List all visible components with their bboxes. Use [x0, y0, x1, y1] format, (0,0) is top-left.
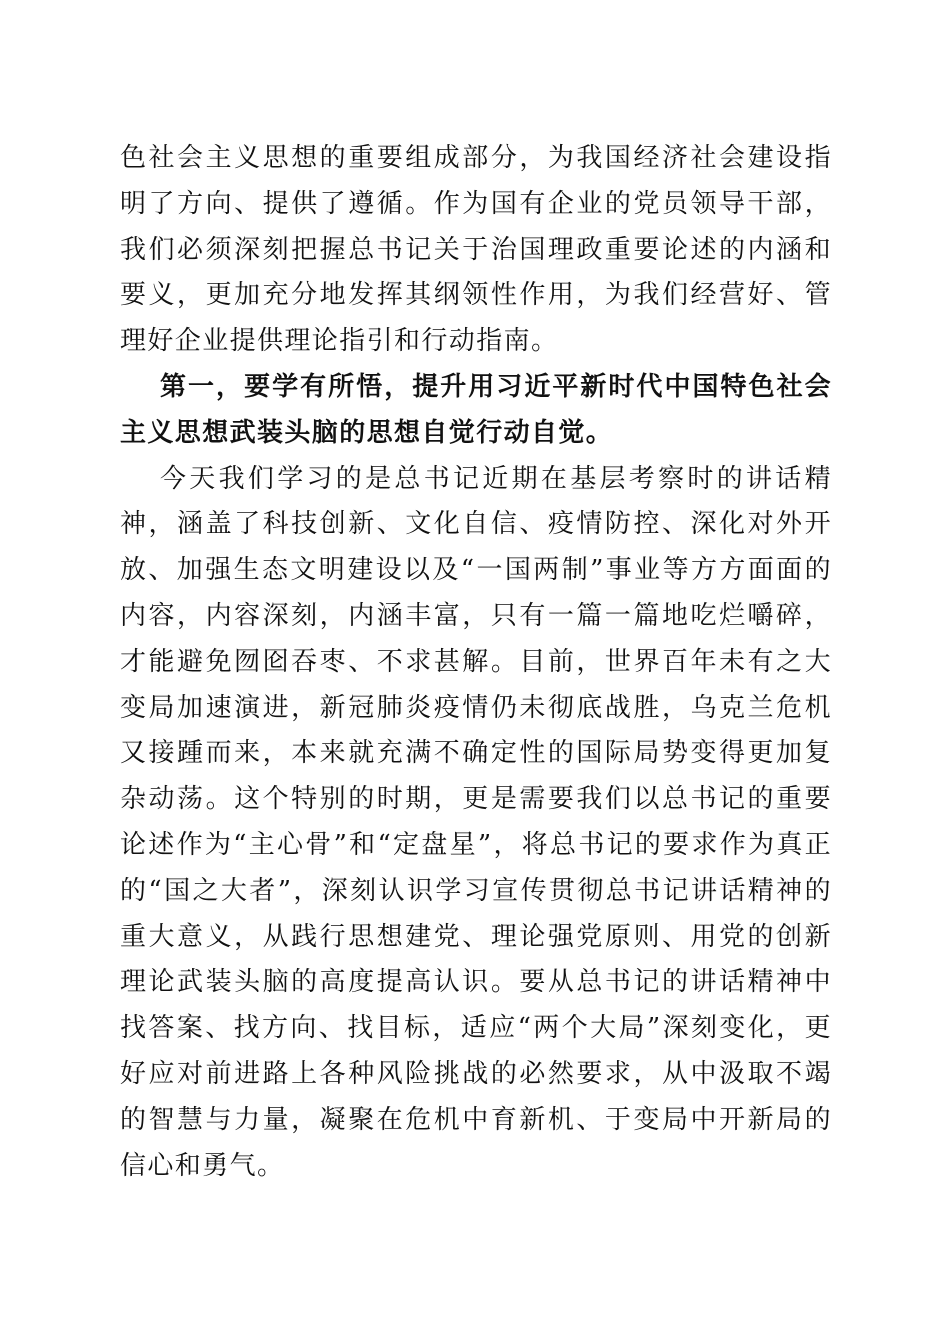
- document-body: [120, 136, 832, 1189]
- section-heading-first: 第一，要学有所悟，提升用习近平新时代中国特色社会主义思想武装头脑的思想自觉行动自觉。: [120, 371, 832, 448]
- paragraph-body: 今天我们学习的是总书记近期在基层考察时的讲话精神，涵盖了科技创新、文化自信、疫情防控、深化对外开放、加强生态文明建设以及“一国两制”事业等方方面面的内容，内容深刻，内涵丰富，只有一篇一篇地吃烂嚼碎，才能避免囫囵吞枣、不求甚解。目前，世界百年未有之大变局加速演进，新冠肺炎疫情仍未彻底战胜，乌克兰危机又接踵而来，本来就充满不确定性的国际局势变得更加复杂动荡。这个特别的时期，更是需要我们以总书记的重要论述作为“主心骨”和“定盘星”，将总书记的要求作为真正的“国之大者”，深刻认识学习宣传贯彻总书记讲话精神的重大意义，从践行思想建党、理论强党原则、用党的创新理论武装头脑的高度提高认识。要从总书记的讲话精神中找答案、找方向、找目标，适应“两个大局”深刻变化，更好应对前进路上各种风险挑战的必然要求，从中汲取不竭的智慧与力量，凝聚在危机中育新机、于变局中开新局的信心和勇气。: [120, 463, 832, 1181]
- paragraph-continuation: 色社会主义思想的重要组成部分，为我国经济社会建设指明了方向、提供了遵循。作为国有企业的党员领导干部，我们必须深刻把握总书记关于治国理政重要论述的内涵和要义，更加充分地发挥其纲领性作用，为我们经营好、管理好企业提供理论指引和行动指南。: [120, 143, 832, 357]
